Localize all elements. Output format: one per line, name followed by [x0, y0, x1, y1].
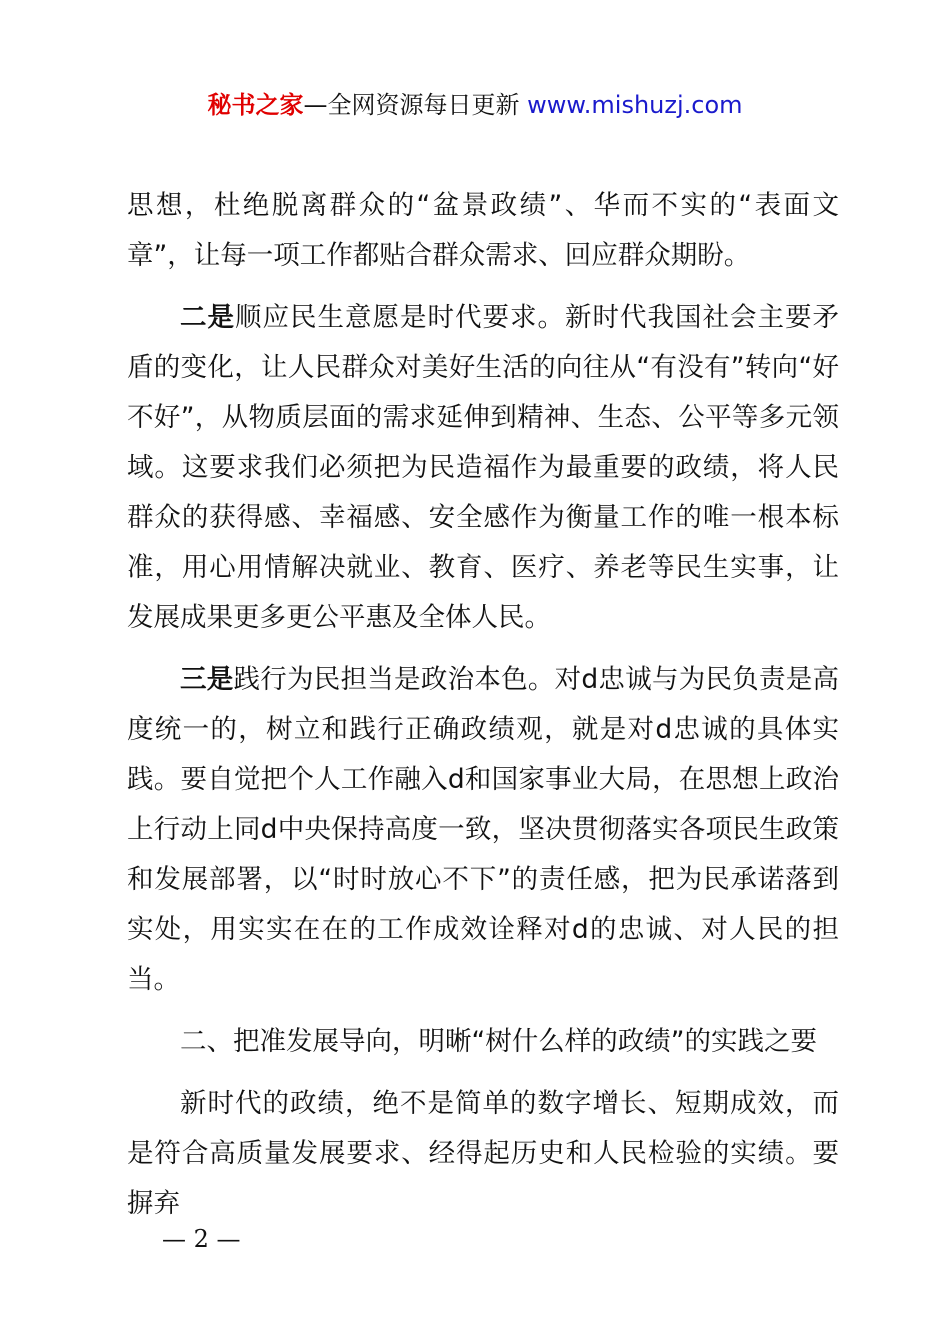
point-three-text: 践行为民担当是政治本色。对d忠诚与为民负责是高度统一的，树立和践行正确政绩观，就是对d忠诚的具体实践。要自觉把个人工作融入d和国家事业大局，在思想上政治上行动上同d中央保持高度一致，坚决贯彻落实各项民生政策和发展部署，以“时时放心不下”的责任感，把为民承诺落到实处，用实实在在的工作成效诠释对d的忠诚、对人民的担当。 [127, 664, 839, 995]
paragraph-continuation: 思想，杜绝脱离群众的“盆景政绩”、华而不实的“表面文章”，让每一项工作都贴合群众需求、回应群众期盼。 [127, 190, 839, 271]
point-two-text: 顺应民生意愿是时代要求。新时代我国社会主要矛盾的变化，让人民群众对美好生活的向往从“有没有”转向“好不好”，从物质层面的需求延伸到精神、生态、公平等多元领域。这要求我们必须把为民造福作为最重要的政绩，将人民群众的获得感、幸福感、安全感作为衡量工作的唯一根本标准，用心用情解决就业、教育、医疗、养老等民生实事，让发展成果更多更公平惠及全体人民。 [127, 302, 839, 633]
paragraph-point-two [127, 293, 839, 643]
paragraph-section-intro: 新时代的政绩，绝不是简单的数字增长、短期成效，而是符合高质量发展要求、经得起历史和人民检验的实绩。要摒弃 [127, 1088, 839, 1219]
header-slogan: —全网资源每日更新 [303, 91, 520, 119]
page-number: — 2 — [162, 1225, 241, 1253]
point-three-lead: 三是 [180, 664, 234, 695]
site-url-link[interactable]: www.mishuzj.com [519, 91, 743, 119]
paragraph-point-three [127, 655, 839, 1005]
site-header [0, 88, 950, 122]
document-body [127, 181, 839, 1241]
brand-name: 秘书之家 [207, 91, 304, 119]
section-heading: 二、把准发展导向，明晰“树什么样的政绩”的实践之要 [180, 1026, 817, 1057]
point-two-lead: 二是 [180, 302, 235, 333]
